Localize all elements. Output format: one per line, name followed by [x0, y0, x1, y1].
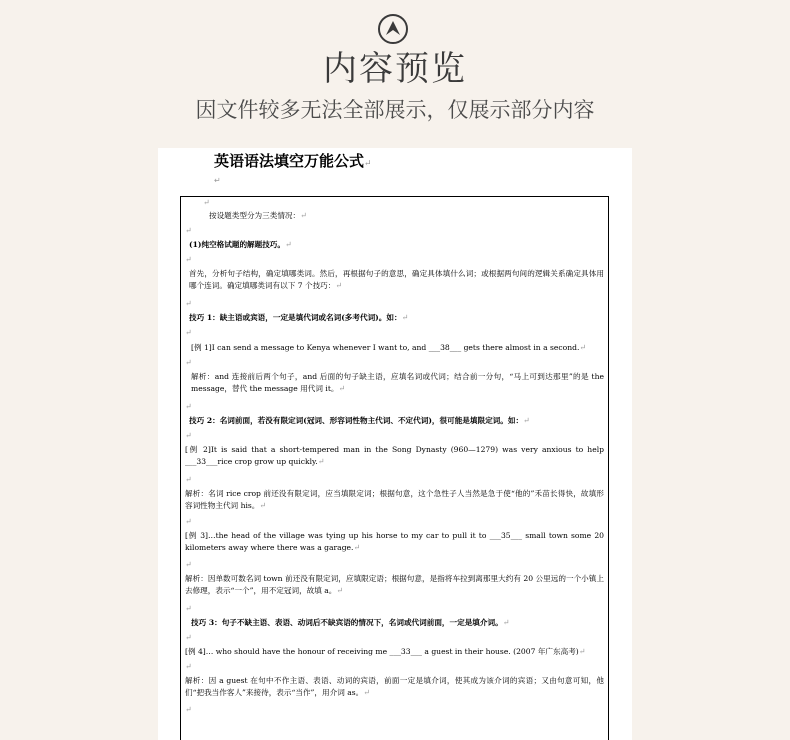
page-subtitle: 因文件较多无法全部展示，仅展示部分内容 [195, 98, 595, 122]
page-title: 内容预览 [323, 49, 467, 89]
paragraph-mark: ↵ [185, 358, 192, 367]
doc-paragraph: 解析：因单数可数名词 town 前还没有限定词，应填限定语；根据句意，是指将车拉到离那里大约有 20 公里远的一个小镇上去修理，表示“一个”，用不定冠词，故填 a。↵ [185, 574, 604, 595]
example-line: [例 4]… who should have the honour of receiving me ___33___ a guest in their house. (2007 年广东高考)↵ [185, 647, 586, 656]
paragraph-mark: ↵ [185, 299, 192, 308]
document-box [180, 196, 609, 740]
document-preview [158, 148, 632, 740]
doc-paragraph: 解析：and 连接前后两个句子，and 后面的句子缺主语，应填名词或代词；结合前一分句，“马上可到达那里”的是 the message，替代 the message 用代词 it。↵ [191, 372, 604, 393]
doc-paragraph: 首先，分析句子结构，确定填哪类词。然后，再根据句子的意思，确定具体填什么词；或根据两句间的逻辑关系确定具体用哪个连词。确定填哪类词有以下 7 个技巧：↵ [189, 269, 604, 290]
paragraph-mark: ↵ [185, 475, 192, 484]
tip-heading: 技巧 3：句子不缺主语、表语、动词后不缺宾语的情况下，名词或代词前面，一定是填介词。↵ [191, 618, 510, 627]
paragraph-mark: ↵ [185, 705, 192, 714]
doc-paragraph: 解析：名词 rice crop 前还没有限定词，应当填限定词；根据句意，这个急性子人当然是急于使“他的”禾苗长得快，故填形容词性物主代词 his。↵ [185, 489, 604, 510]
paragraph-mark: ↵ [185, 431, 192, 440]
paragraph-mark: ↵ [185, 517, 192, 526]
doc-line: 按设题类型分为三类情况：↵ [209, 211, 307, 220]
paragraph-mark: ↵ [185, 226, 192, 235]
example-line: [例 2]It is said that a short-tempered man in the Song Dynasty (960—1279) was very anxious to help ___33___rice crop grow up quickly.↵ [185, 445, 604, 466]
example-line: [例 3]…the head of the village was tying up his horse to my car to pull it to ___35___ small town some 20 kilometers away where there was a garage.↵ [185, 531, 604, 552]
paragraph-mark: ↵ [185, 402, 192, 411]
paragraph-mark: ↵ [185, 328, 192, 337]
document-title: 英语语法填空万能公式↵ [214, 152, 372, 170]
logo-icon [378, 14, 408, 44]
tip-heading: 技巧 2：名词前面，若没有限定词(冠词、形容词性物主代词、不定代词)，很可能是填限定词。如：↵ [189, 416, 530, 425]
paragraph-mark: ↵ [203, 198, 210, 207]
paragraph-mark: ↵ [185, 255, 192, 264]
paragraph-mark: ↵ [185, 604, 192, 613]
example-line: [例 1]I can send a message to Kenya whenever I want to, and ___38___ gets there almost in a second.↵ [191, 343, 587, 352]
paragraph-mark: ↵ [185, 662, 192, 671]
tip-heading: 技巧 1：缺主语或宾语，一定是填代词或名词(多考代词)。如：↵ [189, 313, 409, 322]
paragraph-mark: ↵ [185, 560, 192, 569]
paragraph-mark: ↵ [185, 633, 192, 642]
section-heading: (1)纯空格试题的解题技巧。↵ [189, 240, 292, 249]
doc-paragraph: 解析：因 a guest 在句中不作主语、表语、动词的宾语，前面一定是填介词，使其成为该介词的宾语；又由句意可知，他们“把我当作客人”来接待，表示“当作”，用介词 as。↵ [185, 676, 604, 697]
paragraph-mark: ↵ [214, 176, 221, 185]
